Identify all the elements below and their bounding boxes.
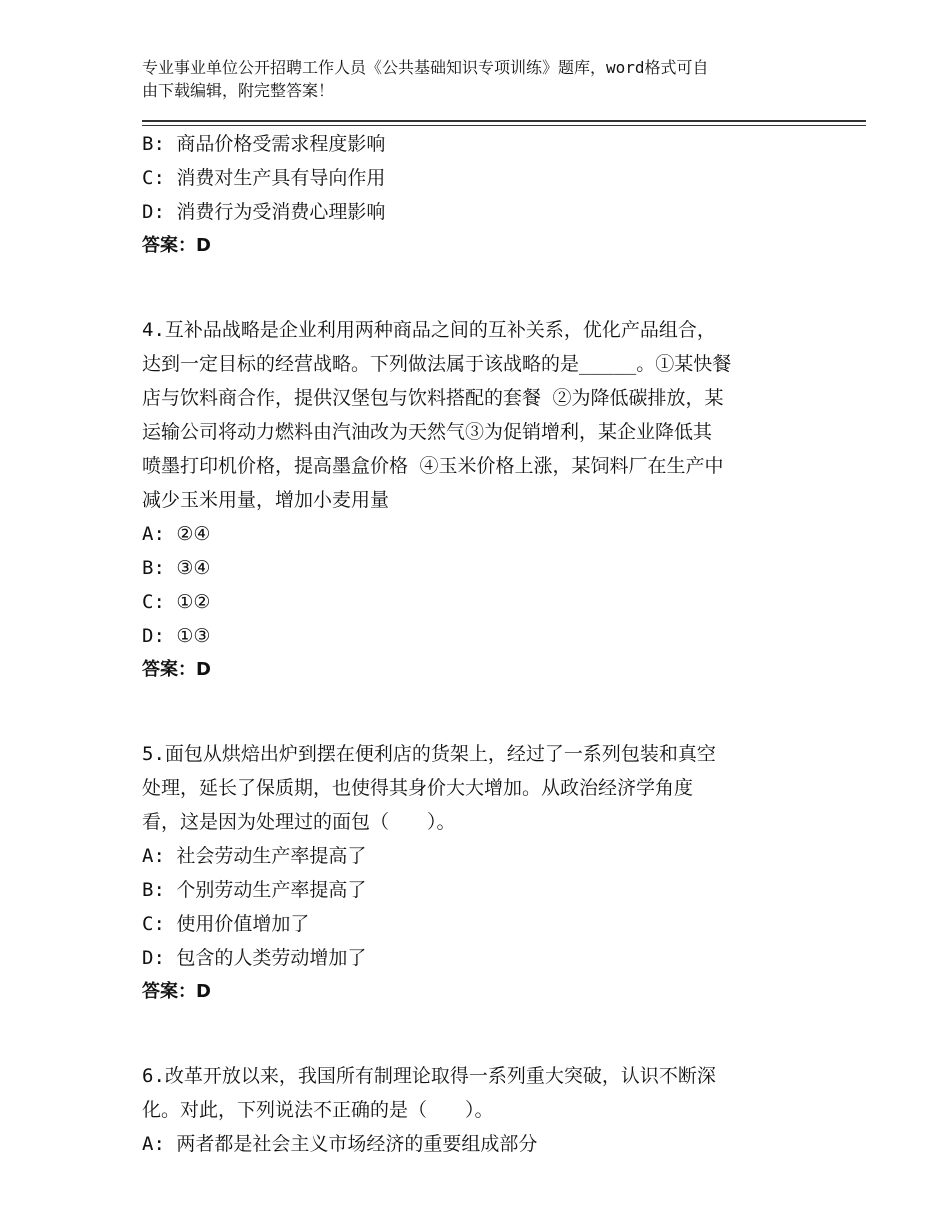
- option-d: D: 包含的人类劳动增加了: [142, 947, 367, 969]
- question-4-answer: 答案：D: [142, 659, 211, 680]
- stem-line: 运输公司将动力燃料由汽油改为天然气③为促销增利，某企业降低其: [142, 421, 713, 443]
- header-line-1: 专业事业单位公开招聘工作人员《公共基础知识专项训练》题库，word格式可自: [142, 58, 709, 77]
- option-c: C: ①②: [142, 591, 211, 613]
- header-line-2: 由下载编辑，附完整答案！: [142, 81, 335, 100]
- stem-line: 4.互补品战略是企业利用两种商品之间的互补关系，优化产品组合，: [142, 319, 716, 341]
- question-3-options: [142, 127, 822, 229]
- option-b: B: 商品价格受需求程度影响: [142, 133, 386, 155]
- stem-line: 店与饮料商合作，提供汉堡包与饮料搭配的套餐 ②为降低碳排放，某: [142, 387, 724, 409]
- question-3-answer: 答案：D: [142, 235, 211, 256]
- option-b: B: 个别劳动生产率提高了: [142, 879, 367, 901]
- option-a: A: 两者都是社会主义市场经济的重要组成部分: [142, 1133, 538, 1155]
- stem-line: 减少玉米用量，增加小麦用量: [142, 489, 390, 511]
- stem-line: 达到一定目标的经营战略。下列做法属于该战略的是_____。①某快餐: [142, 353, 732, 375]
- page-header: [142, 56, 822, 102]
- option-b: B: ③④: [142, 557, 211, 579]
- stem-line: 喷墨打印机价格，提高墨盒价格 ④玉米价格上涨，某饲料厂在生产中: [142, 455, 724, 477]
- question-content: [142, 126, 822, 1161]
- option-c: C: 使用价值增加了: [142, 913, 310, 935]
- stem-line: 6.改革开放以来，我国所有制理论取得一系列重大突破，认识不断深: [142, 1065, 716, 1087]
- option-d: D: ①③: [142, 625, 211, 647]
- question-6-options: [142, 1127, 822, 1161]
- header-rule-thick: [142, 120, 866, 122]
- option-a: A: 社会劳动生产率提高了: [142, 845, 367, 867]
- stem-line: 5.面包从烘焙出炉到摆在便利店的货架上，经过了一系列包装和真空: [142, 743, 716, 765]
- question-4-options: [142, 517, 822, 653]
- question-4-stem: [142, 313, 822, 517]
- stem-line: 处理，延长了保质期，也使得其身价大大增加。从政治经济学角度: [142, 777, 694, 799]
- question-5-answer: 答案：D: [142, 981, 211, 1002]
- question-6-stem: [142, 1059, 822, 1127]
- stem-line: 化。对此，下列说法不正确的是（ ）。: [142, 1099, 494, 1121]
- question-5-options: [142, 839, 822, 975]
- option-d: D: 消费行为受消费心理影响: [142, 201, 386, 223]
- question-5-stem: [142, 737, 822, 839]
- option-a: A: ②④: [142, 523, 211, 545]
- stem-line: 看，这是因为处理过的面包（ ）。: [142, 811, 456, 833]
- option-c: C: 消费对生产具有导向作用: [142, 167, 386, 189]
